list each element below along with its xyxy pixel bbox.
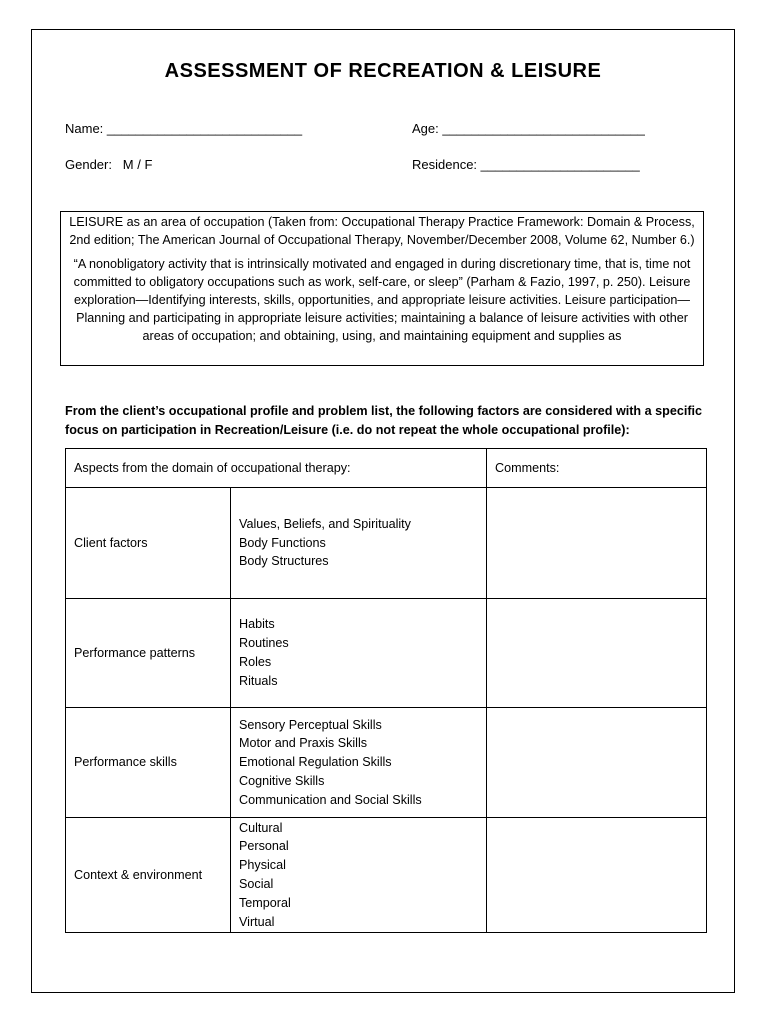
row-category: Performance skills [66,708,231,818]
row-item: Body Structures [239,554,329,569]
row-category: Client factors [66,488,231,599]
table-row [66,599,707,708]
definition-heading: LEISURE as an area of occupation (Taken from: Occupational Therapy Practice Framework: Domain & Process, 2nd edition; The American Journal of Occupational Therapy, November/December 2008, Volume 62, Number 6.) [69,215,695,247]
row-items [231,488,487,599]
row-item: Motor and Praxis Skills [239,736,368,751]
document-page [31,29,735,993]
row-item: Physical [239,858,286,873]
table-row [66,488,707,599]
row-item: Cultural [239,820,283,835]
row-item: Cognitive Skills [239,773,325,788]
row-item: Rituals [239,673,278,688]
definition-body: “A nonobligatory activity that is intrinsically motivated and engaged in during discretionary time, that is, time not committed to obligatory occupations such as work, self-care, or sleep” (Parham & Fazio, 1997, p. 250). Leisure exploration—Identifying interests, skills, opportunities, and appropriate leisure activities. Leisure participation—Planning and participating in appropriate leisure activities; maintaining a balance of leisure activities with other areas of occupation; and obtaining, using, and maintaining equipment and supplies as [73,257,691,343]
row-item: Habits [239,617,275,632]
row-item: Communication and Social Skills [239,792,422,807]
table-row [66,818,707,933]
aspects-table [65,448,707,933]
row-category: Performance patterns [66,599,231,708]
row-item: Sensory Perceptual Skills [239,717,382,732]
table-header-row [66,449,707,488]
comments-cell[interactable] [487,488,707,599]
residence-field[interactable]: Residence: ______________________ [412,157,640,172]
comments-cell[interactable] [487,818,707,933]
row-item: Body Functions [239,535,326,550]
row-item: Temporal [239,895,291,910]
page-title: ASSESSMENT OF RECREATION & LEISURE [164,60,602,82]
row-category: Context & environment [66,818,231,933]
table-row [66,708,707,818]
row-item: Roles [239,655,272,669]
header-comments: Comments: [487,449,707,488]
gender-field[interactable]: Gender: M / F [65,157,153,172]
row-items [231,599,487,708]
row-item: Virtual [239,914,275,929]
name-field[interactable]: Name: ___________________________ [65,121,303,136]
row-item: Personal [239,839,289,854]
row-item: Emotional Regulation Skills [239,755,392,770]
row-items [231,818,487,933]
row-item: Social [239,877,274,891]
row-item: Routines [239,636,289,651]
comments-cell[interactable] [487,708,707,818]
comments-cell[interactable] [487,599,707,708]
header-aspects: Aspects from the domain of occupational therapy: [66,449,487,488]
row-items [231,708,487,818]
row-item: Values, Beliefs, and Spirituality [239,516,411,531]
instructions-text: From the client’s occupational profile and problem list, the following factors are considered with a specific focus on participation in Recreation/Leisure (i.e. do not repeat the whole occupational profile): [65,404,703,437]
leisure-definition-box [60,211,704,366]
age-field[interactable]: Age: ____________________________ [412,121,645,136]
